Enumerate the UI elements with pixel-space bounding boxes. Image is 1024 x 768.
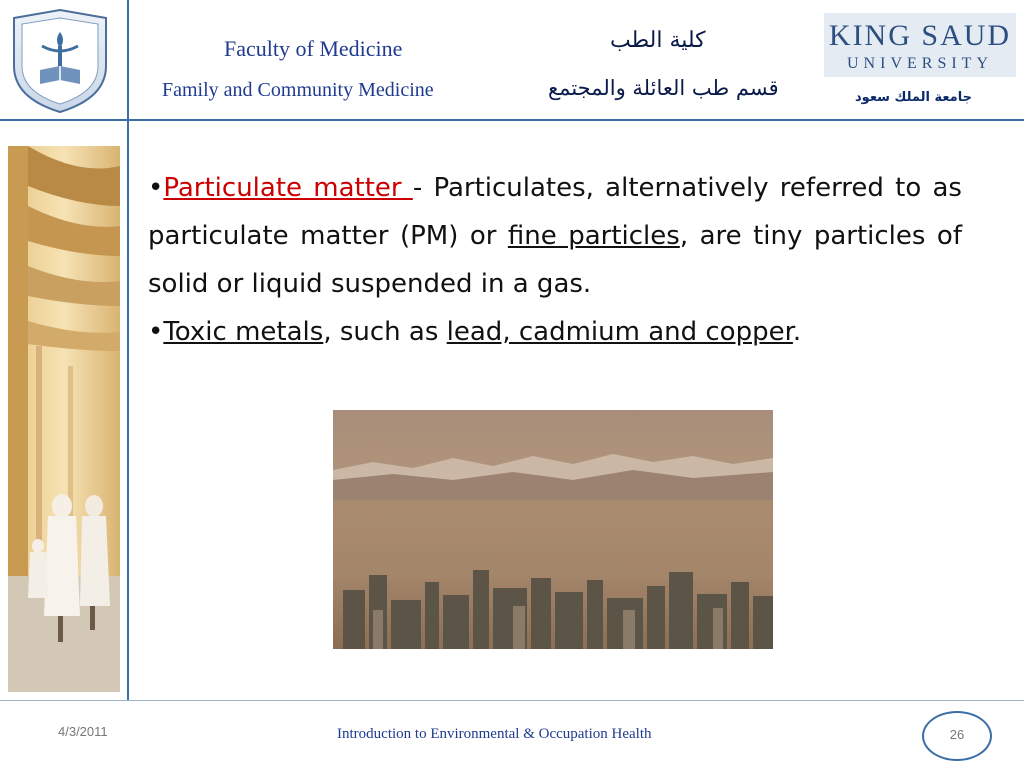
university-name-ar: جامعة الملك سعود (855, 90, 972, 105)
bullet-particulate-matter (148, 164, 962, 308)
bullet-text: - Particulates, alternatively referred to as particulate matter (PM) or (148, 173, 962, 251)
sidebar-divider (127, 0, 129, 700)
bullet-text: . (792, 317, 802, 347)
term-toxic-metals[interactable]: Toxic metals (163, 317, 324, 347)
link-lead-cadmium-copper[interactable]: lead, cadmium and copper (446, 317, 793, 347)
page-number-badge (922, 711, 992, 761)
header-divider (0, 119, 1024, 121)
city-smog-photo (333, 410, 773, 649)
link-fine-particles[interactable]: fine particles (507, 221, 680, 251)
bullet-toxic-metals (148, 308, 962, 356)
bullet-marker: • (148, 317, 164, 347)
university-seal-logo (8, 6, 112, 116)
term-particulate-matter[interactable]: Particulate matter (163, 173, 413, 203)
university-name-line2: UNIVERSITY (847, 55, 993, 72)
footer-title: Introduction to Environmental & Occupation Health (337, 726, 652, 742)
department-title-en: Family and Community Medicine (162, 79, 434, 101)
faculty-title-ar: كلية الطب (610, 28, 706, 53)
university-name-line1: KING SAUD (828, 19, 1012, 52)
slide-header (0, 0, 1024, 120)
department-title-ar: قسم طب العائلة والمجتمع (548, 76, 779, 100)
faculty-title-en: Faculty of Medicine (224, 36, 403, 61)
university-arcade-photo (8, 146, 120, 692)
slide-date: 4/3/2011 (58, 724, 108, 739)
bullet-text: , are tiny particles of solid or liquid suspended in a gas. (148, 221, 962, 299)
bullet-text: , such as (323, 317, 447, 347)
footer-divider (0, 700, 1024, 701)
bullet-marker: • (148, 173, 164, 203)
university-wordmark-logo (824, 13, 1016, 77)
slide-body (148, 164, 962, 356)
page-number: 26 (949, 727, 965, 742)
